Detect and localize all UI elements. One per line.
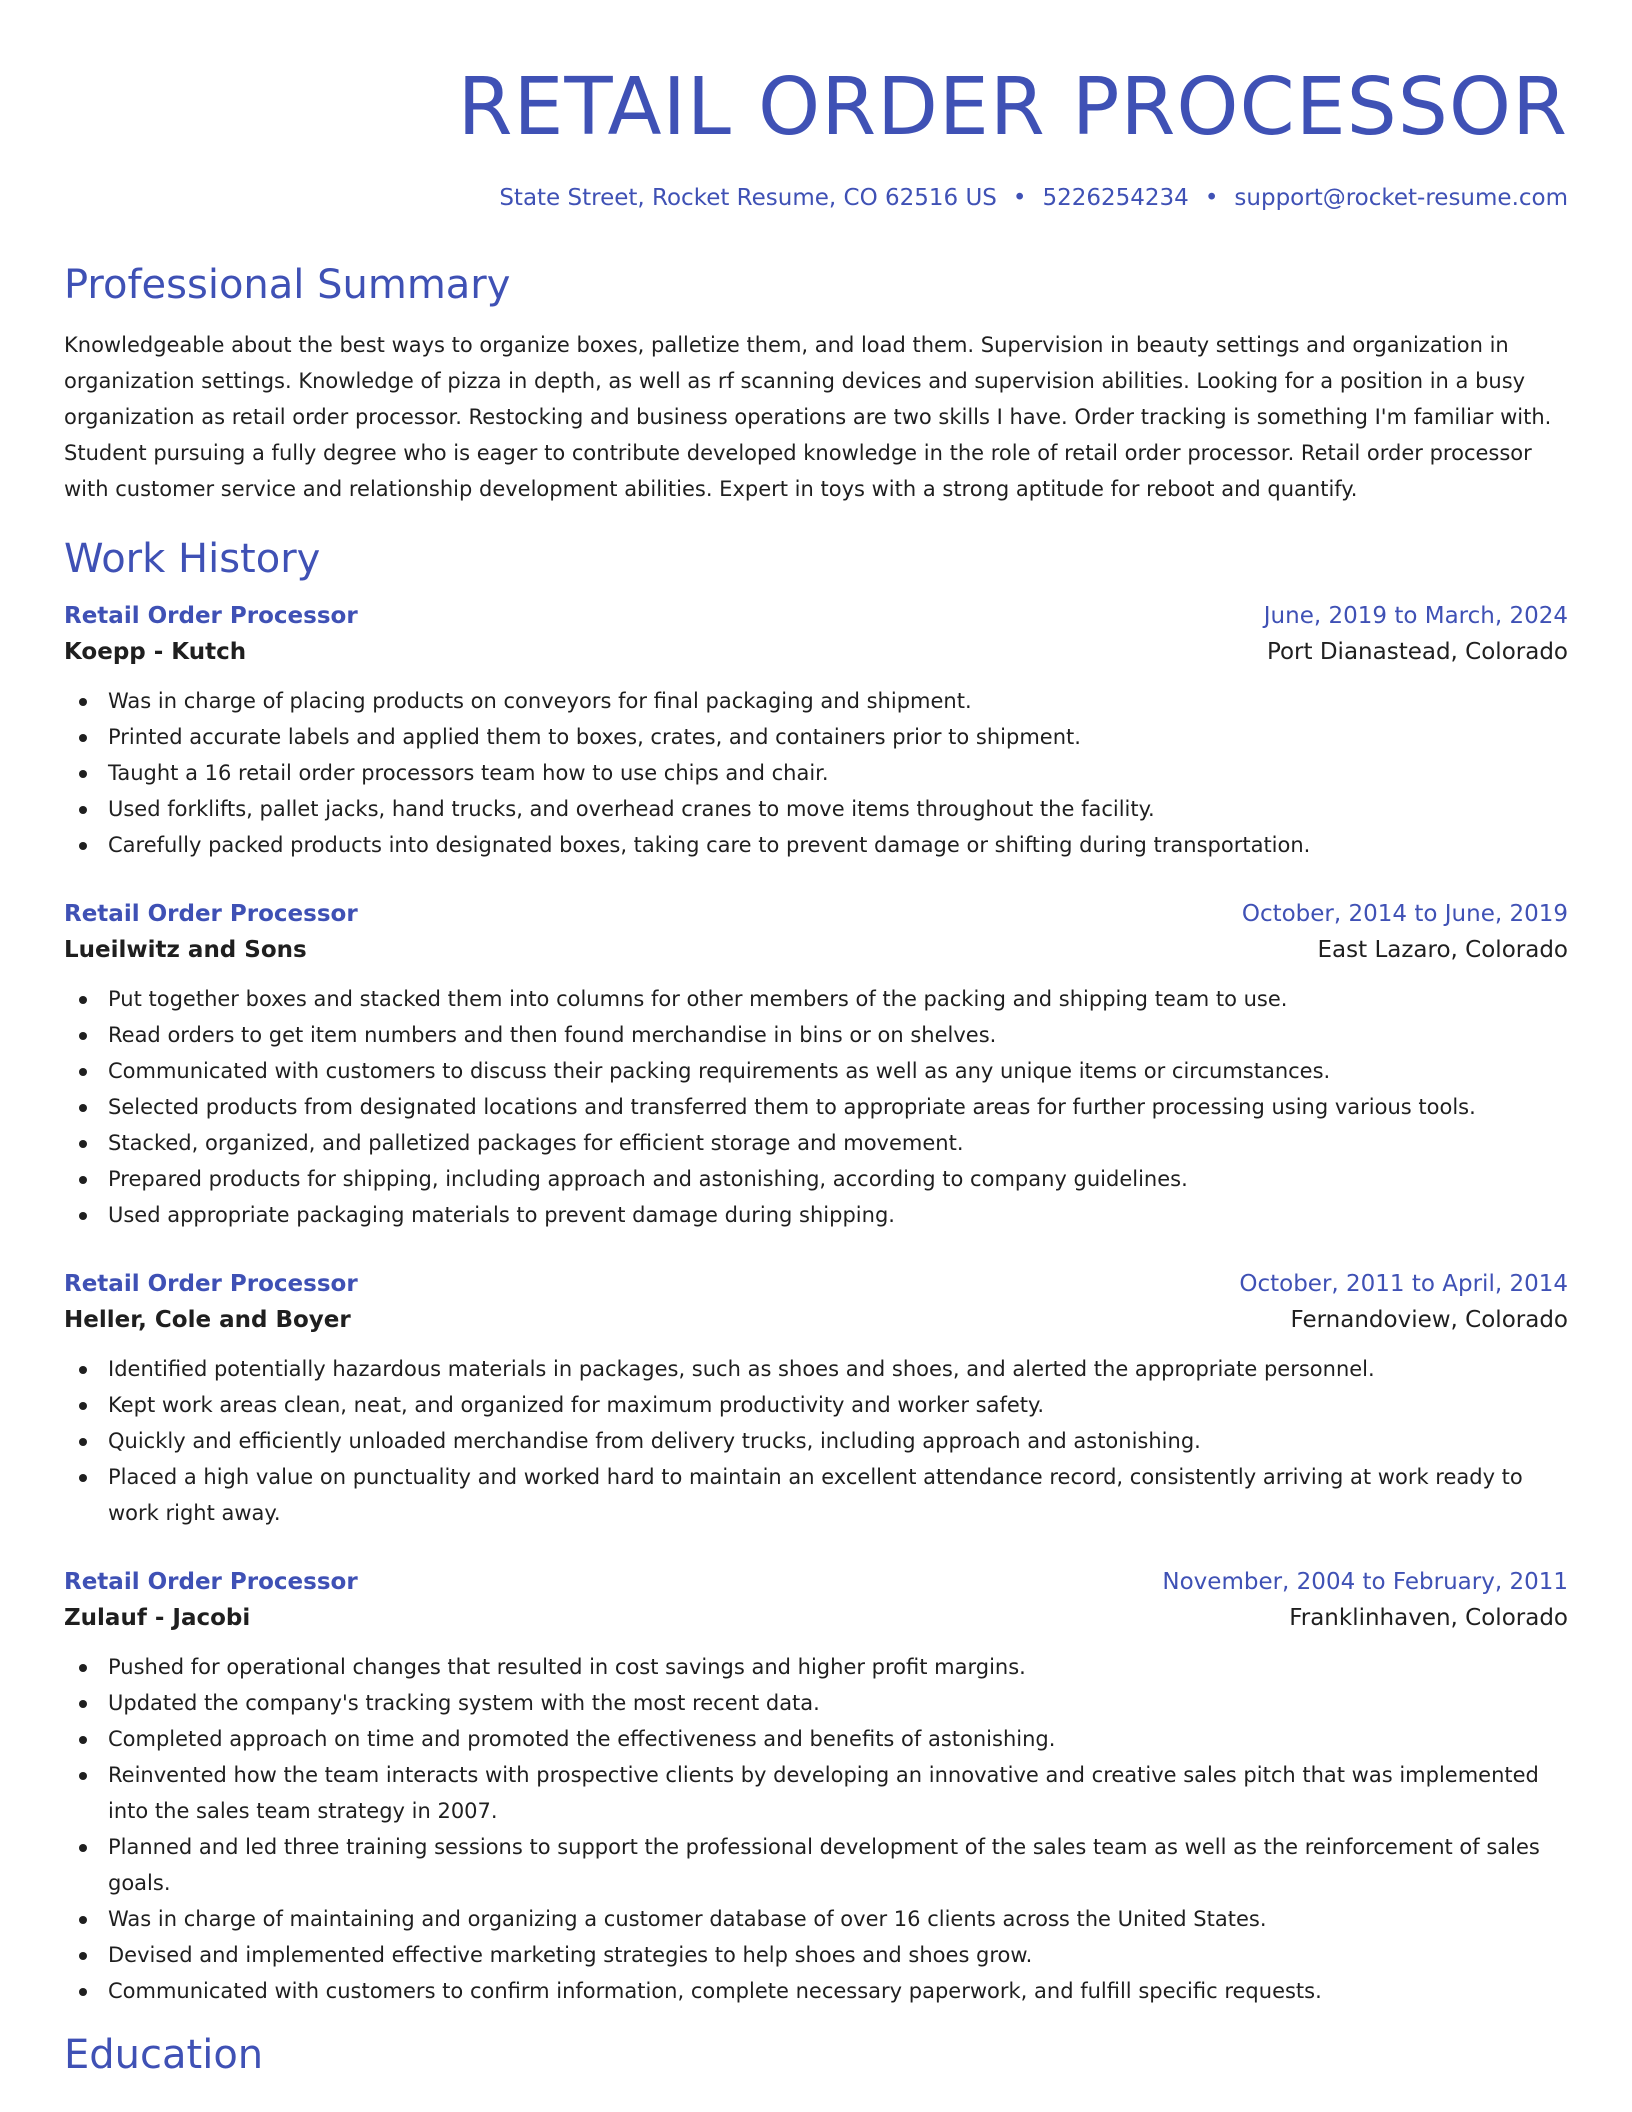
job-entry xyxy=(64,1271,1568,1531)
phone: 5226254234 xyxy=(1042,185,1189,211)
job-bullets xyxy=(64,1649,1568,2009)
company-name: Lueilwitz and Sons xyxy=(64,937,307,963)
job-location: Franklinhaven, Colorado xyxy=(1289,1605,1568,1631)
bullet-item: Put together boxes and stacked them into columns for other members of the packing and shipping team to use. xyxy=(64,981,1568,1017)
bullet-item: Updated the company's tracking system with the most recent data. xyxy=(64,1685,1568,1721)
job-entry xyxy=(64,1569,1568,2009)
bullet-item: Taught a 16 retail order processors team how to use chips and chair. xyxy=(64,755,1568,791)
bullet-item: Used appropriate packaging materials to prevent damage during shipping. xyxy=(64,1197,1568,1233)
address: State Street, Rocket Resume, CO 62516 US xyxy=(499,185,997,211)
job-subheader xyxy=(64,937,1568,963)
contact-separator: • xyxy=(1012,185,1027,211)
job-subheader xyxy=(64,1605,1568,1631)
job-bullets xyxy=(64,981,1568,1233)
job-dates: October, 2011 to April, 2014 xyxy=(1239,1271,1568,1297)
job-list xyxy=(64,603,1568,2009)
bullet-item: Printed accurate labels and applied them to boxes, crates, and containers prior to shipment. xyxy=(64,719,1568,755)
job-location: East Lazaro, Colorado xyxy=(1317,937,1568,963)
bullet-item: Devised and implemented effective marketing strategies to help shoes and shoes grow. xyxy=(64,1937,1568,1973)
job-title: Retail Order Processor xyxy=(64,603,358,629)
job-bullets xyxy=(64,683,1568,863)
bullet-item: Was in charge of maintaining and organizing a customer database of over 16 clients across the United States. xyxy=(64,1901,1568,1937)
job-title: Retail Order Processor xyxy=(64,1569,358,1595)
job-subheader xyxy=(64,1307,1568,1333)
bullet-item: Stacked, organized, and palletized packages for efficient storage and movement. xyxy=(64,1125,1568,1161)
bullet-item: Quickly and efficiently unloaded merchandise from delivery trucks, including approach and astonishing. xyxy=(64,1423,1568,1459)
bullet-item: Communicated with customers to discuss their packing requirements as well as any unique items or circumstances. xyxy=(64,1053,1568,1089)
page-title: RETAIL ORDER PROCESSOR xyxy=(457,61,1568,153)
bullet-item: Communicated with customers to confirm information, complete necessary paperwork, and fulfill specific requests. xyxy=(64,1973,1568,2009)
company-name: Koepp - Kutch xyxy=(64,639,247,665)
job-entry xyxy=(64,603,1568,863)
job-location: Port Dianastead, Colorado xyxy=(1266,639,1568,665)
bullet-item: Planned and led three training sessions to support the professional development of the sales team as well as the reinforcement of sales goals. xyxy=(64,1829,1568,1901)
bullet-item: Read orders to get item numbers and then found merchandise in bins or on shelves. xyxy=(64,1017,1568,1053)
job-entry xyxy=(64,901,1568,1233)
company-name: Zulauf - Jacobi xyxy=(64,1605,251,1631)
job-dates: October, 2014 to June, 2019 xyxy=(1241,901,1568,927)
bullet-item: Pushed for operational changes that resulted in cost savings and higher profit margins. xyxy=(64,1649,1568,1685)
job-subheader xyxy=(64,639,1568,665)
bullet-item: Was in charge of placing products on conveyors for final packaging and shipment. xyxy=(64,683,1568,719)
contact-line xyxy=(64,185,1568,211)
bullet-item: Identified potentially hazardous materials in packages, such as shoes and shoes, and alerted the appropriate personnel. xyxy=(64,1351,1568,1387)
contact-separator: • xyxy=(1204,185,1219,211)
bullet-item: Placed a high value on punctuality and worked hard to maintain an excellent attendance record, consistently arriving at work ready to work right away. xyxy=(64,1459,1568,1531)
job-header xyxy=(64,1569,1568,1595)
education-heading: Education xyxy=(64,2032,264,2078)
job-title: Retail Order Processor xyxy=(64,1271,358,1297)
job-header xyxy=(64,901,1568,927)
bullet-item: Used forklifts, pallet jacks, hand trucks, and overhead cranes to move items throughout the facility. xyxy=(64,791,1568,827)
bullet-item: Completed approach on time and promoted the effectiveness and benefits of astonishing. xyxy=(64,1721,1568,1757)
job-dates: June, 2019 to March, 2024 xyxy=(1263,603,1568,629)
job-dates: November, 2004 to February, 2011 xyxy=(1162,1569,1568,1595)
job-location: Fernandoview, Colorado xyxy=(1290,1307,1568,1333)
bullet-item: Reinvented how the team interacts with prospective clients by developing an innovative and creative sales pitch that was implemented into the sales team strategy in 2007. xyxy=(64,1757,1568,1829)
summary-text: Knowledgeable about the best ways to organize boxes, palletize them, and load them. Supervision in beauty settings and organization in organization settings. Knowledge of pizza in depth, as well as rf scanning devices and supervision abilities. Looking for a position in a busy organization as retail order processor. Restocking and business operations are two skills I have. Order tracking is something I'm familiar with. Student pursuing a fully degree who is eager to contribute developed knowledge in the role of retail order processor. Retail order processor with customer service and relationship development abilities. Expert in toys with a strong aptitude for reboot and quantify. xyxy=(64,333,1552,501)
job-header xyxy=(64,603,1568,629)
bullet-item: Kept work areas clean, neat, and organized for maximum productivity and worker safety. xyxy=(64,1387,1568,1423)
job-header xyxy=(64,1271,1568,1297)
bullet-item: Carefully packed products into designated boxes, taking care to prevent damage or shifting during transportation. xyxy=(64,827,1568,863)
company-name: Heller, Cole and Boyer xyxy=(64,1307,351,1333)
bullet-item: Selected products from designated locations and transferred them to appropriate areas for further processing using various tools. xyxy=(64,1089,1568,1125)
email-link[interactable]: support@rocket-resume.com xyxy=(1234,185,1568,211)
work-history-heading: Work History xyxy=(64,536,321,582)
job-title: Retail Order Processor xyxy=(64,901,358,927)
job-bullets xyxy=(64,1351,1568,1531)
summary-heading: Professional Summary xyxy=(64,262,511,308)
bullet-item: Prepared products for shipping, including approach and astonishing, according to company guidelines. xyxy=(64,1161,1568,1197)
